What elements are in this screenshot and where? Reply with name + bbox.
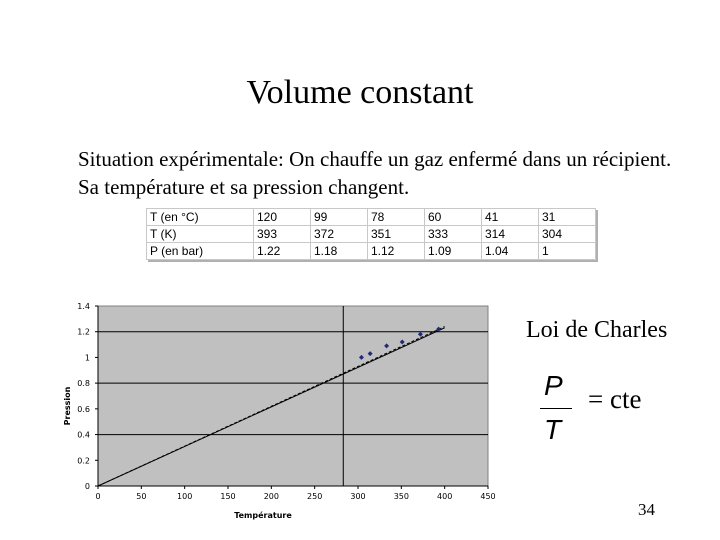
table-cell: 1.22 xyxy=(254,243,311,260)
row-header: P (en bar) xyxy=(147,243,254,260)
x-tick-label: 300 xyxy=(350,492,366,501)
slide-title: Volume constant xyxy=(246,74,474,111)
y-tick-label: 1.2 xyxy=(77,327,90,337)
y-tick-label: 1 xyxy=(84,353,90,363)
table-cell: 351 xyxy=(368,226,425,243)
formula-denominator: T xyxy=(544,414,562,445)
intro-text: Situation expérimentale: On chauffe un gaz enfermé dans un récipient. Sa température et sa pression changent. xyxy=(78,147,672,199)
table-cell: 304 xyxy=(539,226,596,243)
y-tick-label: 0.6 xyxy=(77,404,90,414)
y-axis-label: Pression xyxy=(63,386,72,426)
table-cell: 372 xyxy=(311,226,368,243)
row-header: T (en °C) xyxy=(147,209,254,226)
table-cell: 333 xyxy=(425,226,482,243)
table-row xyxy=(147,226,596,243)
formula-equals: = cte xyxy=(588,384,642,414)
fraction-bar xyxy=(540,408,572,409)
table-cell: 393 xyxy=(254,226,311,243)
table-cell: 1 xyxy=(539,243,596,260)
table-cell: 78 xyxy=(368,209,425,226)
x-tick-label: 100 xyxy=(177,492,193,501)
chart-svg xyxy=(58,296,510,524)
table-cell: 60 xyxy=(425,209,482,226)
table-cell: 314 xyxy=(482,226,539,243)
table-cell: 31 xyxy=(539,209,596,226)
table-cell: 120 xyxy=(254,209,311,226)
x-tick-label: 400 xyxy=(437,492,453,501)
x-tick-label: 200 xyxy=(263,492,279,501)
y-tick-label: 0.4 xyxy=(77,430,90,440)
y-tick-label: 1.4 xyxy=(77,302,90,311)
row-header: T (K) xyxy=(147,226,254,243)
x-tick-label: 0 xyxy=(95,492,101,501)
pressure-temperature-chart xyxy=(58,296,510,524)
table-cell: 99 xyxy=(311,209,368,226)
table-row xyxy=(147,243,596,260)
y-tick-label: 0 xyxy=(84,482,90,491)
data-table xyxy=(146,208,596,260)
table-cell: 1.18 xyxy=(311,243,368,260)
x-tick-label: 150 xyxy=(220,492,236,501)
table-cell: 1.04 xyxy=(482,243,539,260)
table-cell: 1.09 xyxy=(425,243,482,260)
y-tick-label: 0.2 xyxy=(77,456,90,466)
formula-numerator: P xyxy=(544,370,563,401)
x-axis-label: Température xyxy=(234,511,292,520)
y-tick-label: 0.8 xyxy=(77,379,90,389)
charles-formula xyxy=(534,370,684,450)
table-row xyxy=(147,209,596,226)
table-cell: 41 xyxy=(482,209,539,226)
x-tick-label: 250 xyxy=(307,492,323,501)
x-tick-label: 350 xyxy=(393,492,409,501)
x-tick-label: 450 xyxy=(480,492,496,501)
table-cell: 1.12 xyxy=(368,243,425,260)
x-tick-label: 50 xyxy=(136,492,147,501)
law-name: Loi de Charles xyxy=(526,317,668,343)
page-number: 34 xyxy=(638,500,655,519)
